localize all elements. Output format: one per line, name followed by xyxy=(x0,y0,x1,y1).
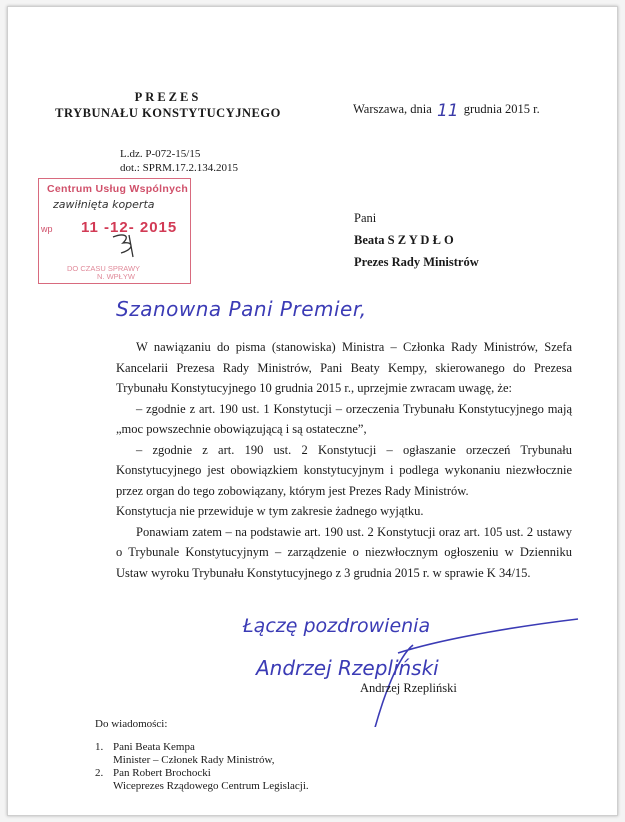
stamp-handwritten-note: zawiłnięta koperta xyxy=(53,198,155,211)
cc-item-role: Minister – Członek Rady Ministrów, xyxy=(113,754,275,766)
cc-item-number: 2. xyxy=(95,767,104,779)
reference-ldz: L.dz. P-072-15/15 xyxy=(120,148,201,160)
receipt-stamp xyxy=(38,178,191,284)
addressee-name: Beata S Z Y D Ł O xyxy=(354,233,454,247)
reference-dot: dot.: SPRM.17.2.134.2015 xyxy=(120,162,238,174)
stamp-bottom-line2: N. WPŁYW xyxy=(97,272,135,281)
signature-handwritten: Andrzej Rzepliński xyxy=(256,656,439,680)
body-paragraph-3: – zgodnie z art. 190 ust. 2 Konstytucji – ogłaszanie orzeczeń Trybunału Konstytucyjnego jest obowiązkiem konstytucyjnym i podlega wykonaniu niezwłocznie przez organ do tego zobowiązany, którym jest Prezes Rady Ministrów. xyxy=(116,442,572,498)
handwritten-greeting: Szanowna Pani Premier, xyxy=(116,297,367,321)
stamp-bottom-line1: DO CZASU SPRAWY xyxy=(67,264,141,273)
date-prefix: Warszawa, dnia xyxy=(353,102,432,116)
addressee-block xyxy=(354,207,479,273)
signature-printed-name: Andrzej Rzepliński xyxy=(360,681,457,695)
cc-item xyxy=(95,767,309,793)
stamp-wp: wp xyxy=(41,224,53,234)
reference-numbers xyxy=(120,147,238,175)
cc-item-number: 1. xyxy=(95,741,104,753)
cc-heading: Do wiadomości: xyxy=(95,718,168,730)
letter-body xyxy=(116,337,572,583)
date-suffix: grudnia 2015 r. xyxy=(463,102,540,116)
letter-date xyxy=(353,98,540,121)
body-paragraph-5: Ponawiam zatem – na podstawie art. 190 ust. 2 Konstytucji oraz art. 105 ust. 2 ustawy o Trybunale Konstytucyjnym – zarządzenie o niezwłocznym ogłoszeniu w Dzienniku Ustaw wyroku Trybunału Konstytucyjnego z 3 grudnia 2015 r. w sprawie K 34/15. xyxy=(116,524,572,580)
handwritten-closing: Łączę pozdrowienia xyxy=(243,615,431,637)
signature-flourish xyxy=(248,617,588,727)
cc-item-name: Pan Robert Brochocki xyxy=(113,767,211,779)
stamp-date: 11 -12- 2015 xyxy=(81,219,178,236)
letterhead-institution: TRYBUNAŁU KONSTYTUCYJNEGO xyxy=(55,106,281,120)
body-paragraph-2: – zgodnie z art. 190 ust. 1 Konstytucji – orzeczenia Trybunału Konstytucyjnego mają „moc powszechnie obowiązującą i są ostateczne”, xyxy=(116,401,572,436)
body-paragraph-4: Konstytucja nie przewiduje w tym zakresie żadnego wyjątku. xyxy=(116,504,424,518)
cc-item-name: Pani Beata Kempa xyxy=(113,741,195,753)
date-day-handwritten: 11 xyxy=(436,101,459,121)
cc-item-role: Wiceprezes Rządowego Centrum Legislacji. xyxy=(113,780,309,792)
stamp-title: Centrum Usług Wspólnych xyxy=(47,183,189,195)
letterhead-title: PREZES xyxy=(134,90,202,104)
addressee-salutation: Pani xyxy=(354,211,377,225)
cc-list xyxy=(95,741,309,793)
body-paragraph-1: W nawiązaniu do pisma (stanowiska) Ministra – Członka Rady Ministrów, Szefa Kancelarii Prezesa Rady Ministrów, Pani Beaty Kempy, skierowanego do Prezesa Trybunału Konstytucyjnego 10 grudnia 2015 r., uprzejmie zwracam uwagę, że: xyxy=(116,340,572,395)
cc-item xyxy=(95,741,309,767)
stamp-initials-mark xyxy=(109,231,145,259)
letter-page xyxy=(7,6,618,816)
addressee-title: Prezes Rady Ministrów xyxy=(354,255,479,269)
letterhead xyxy=(53,89,283,121)
stamp-bottom-text xyxy=(67,265,140,281)
